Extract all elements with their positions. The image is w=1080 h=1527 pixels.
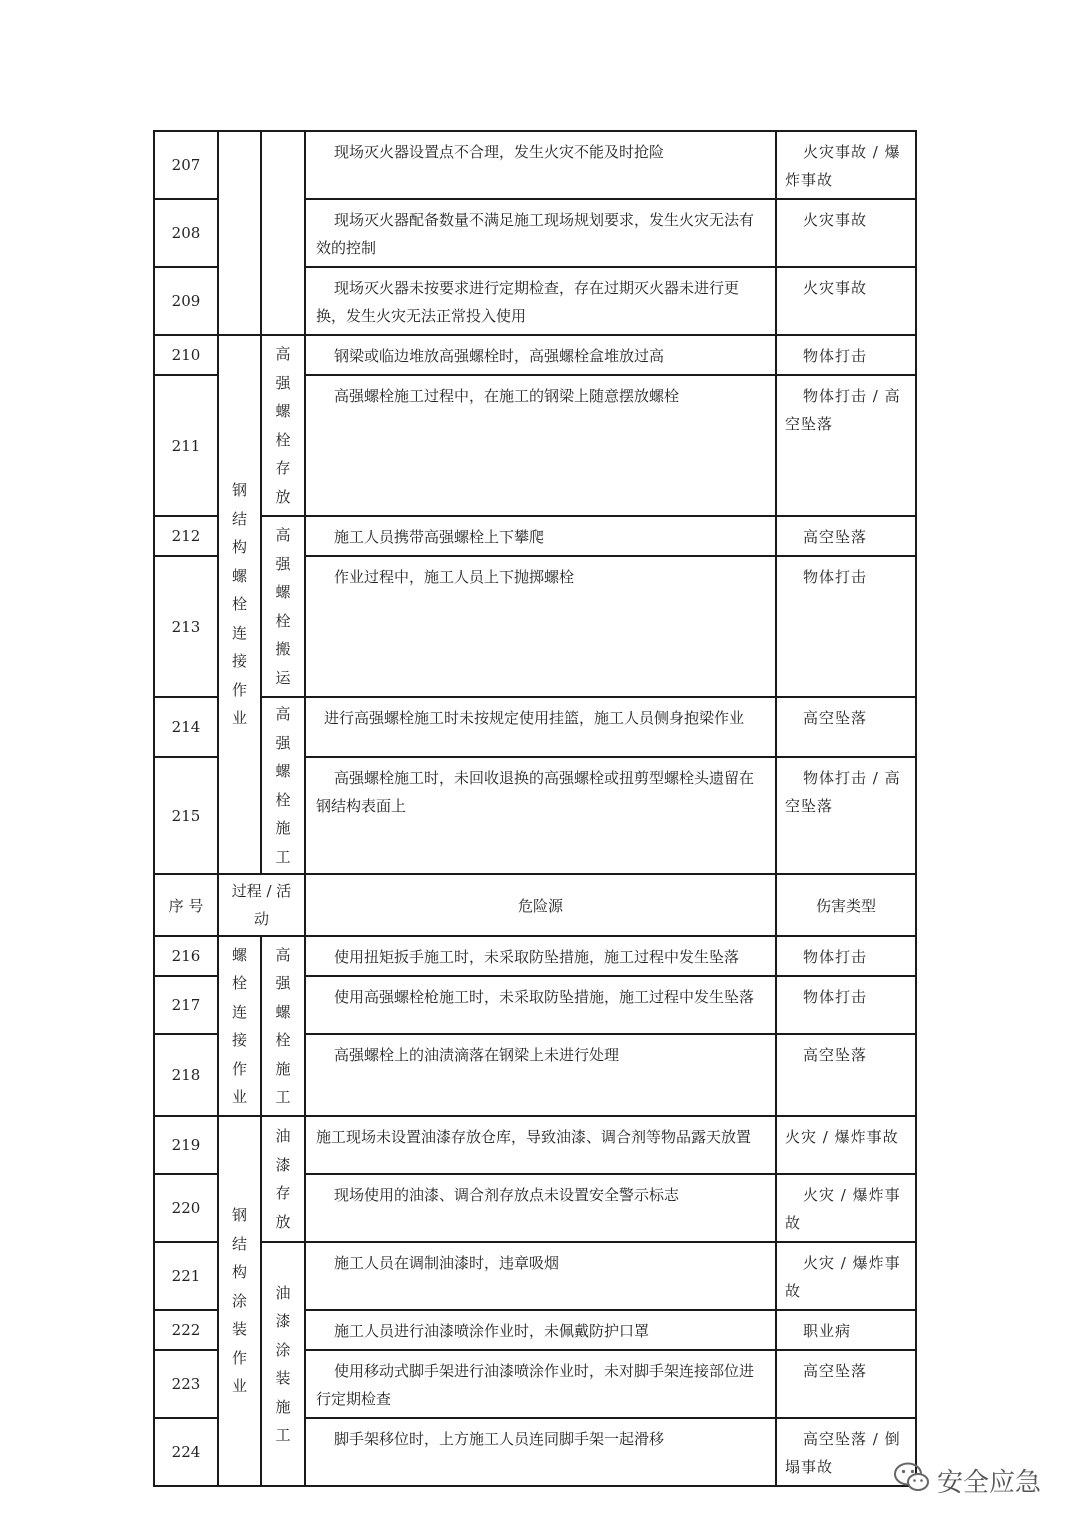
- harm-type: 火灾 / 爆炸事故: [776, 1174, 916, 1242]
- table-row: [154, 516, 916, 556]
- row-number: 213: [154, 556, 218, 697]
- harm-type: 高空坠落: [776, 1034, 916, 1116]
- hazard-description: 使用移动式脚手架进行油漆喷涂作业时，未对脚手架连接部位进行定期检查: [305, 1350, 776, 1418]
- harm-type: 火灾事故 / 爆炸事故: [776, 131, 916, 199]
- row-number: 212: [154, 516, 218, 556]
- row-number: 220: [154, 1174, 218, 1242]
- hazard-description: 高强螺栓施工时，未回收退换的高强螺栓或扭剪型螺栓头遗留在钢结构表面上: [305, 757, 776, 874]
- row-number: 207: [154, 131, 218, 199]
- table-row: [154, 936, 916, 976]
- harm-type: 火灾事故: [776, 199, 916, 267]
- harm-type: 物体打击 / 高空坠落: [776, 375, 916, 516]
- harm-type: 火灾 / 爆炸事故: [776, 1116, 916, 1174]
- row-number: 215: [154, 757, 218, 874]
- hazard-description: 现场灭火器配备数量不满足施工现场规划要求，发生火灾无法有效的控制: [305, 199, 776, 267]
- hazard-description: 作业过程中，施工人员上下抛掷螺栓: [305, 556, 776, 697]
- harm-type: 高空坠落: [776, 697, 916, 757]
- header-process: 过程 / 活动: [218, 874, 305, 936]
- row-number: 216: [154, 936, 218, 976]
- hazard-description: 施工人员进行油漆喷涂作业时，未佩戴防护口罩: [305, 1310, 776, 1350]
- watermark-text: 安全应急: [937, 1468, 1042, 1498]
- table-header-row: [154, 874, 916, 936]
- harm-type: 高空坠落 / 倒塌事故: [776, 1418, 916, 1486]
- activity-label: 油漆存放: [261, 1116, 305, 1242]
- hazard-description: 现场灭火器未按要求进行定期检查，存在过期灭火器未进行更换，发生火灾无法正常投入使用: [305, 267, 776, 335]
- row-number: 209: [154, 267, 218, 335]
- header-harm: 伤害类型: [776, 874, 916, 936]
- row-number: 208: [154, 199, 218, 267]
- harm-type: 火灾 / 爆炸事故: [776, 1242, 916, 1310]
- wechat-icon: [893, 1460, 937, 1501]
- watermark: [893, 1460, 1041, 1501]
- row-number: 222: [154, 1310, 218, 1350]
- activity-cell-empty: [261, 131, 305, 335]
- row-number: 221: [154, 1242, 218, 1310]
- hazard-description: 脚手架移位时，上方施工人员连同脚手架一起滑移: [305, 1418, 776, 1486]
- harm-type: 物体打击: [776, 976, 916, 1034]
- hazard-description: 现场使用的油漆、调合剂存放点未设置安全警示标志: [305, 1174, 776, 1242]
- hazard-description: 使用高强螺栓枪施工时，未采取防坠措施，施工过程中发生坠落: [305, 976, 776, 1034]
- harm-type: 高空坠落: [776, 516, 916, 556]
- harm-type: 物体打击: [776, 556, 916, 697]
- hazard-description: 使用扭矩扳手施工时，未采取防坠措施，施工过程中发生坠落: [305, 936, 776, 976]
- activity-label: 高强螺栓存放: [261, 335, 305, 516]
- activity-label: 油漆涂装施工: [261, 1242, 305, 1486]
- hazard-description: 高强螺栓上的油渍滴落在钢梁上未进行处理: [305, 1034, 776, 1116]
- header-seq: 序 号: [154, 874, 218, 936]
- hazard-description: 施工人员在调制油漆时，违章吸烟: [305, 1242, 776, 1310]
- table-row: [154, 697, 916, 757]
- hazard-description: 现场灭火器设置点不合理，发生火灾不能及时抢险: [305, 131, 776, 199]
- row-number: 223: [154, 1350, 218, 1418]
- hazard-description: 施工人员携带高强螺栓上下攀爬: [305, 516, 776, 556]
- process-group-label: 钢结构涂装作业: [218, 1116, 261, 1486]
- hazard-description: 施工现场未设置油漆存放仓库，导致油漆、调合剂等物品露天放置: [305, 1116, 776, 1174]
- harm-type: 高空坠落: [776, 1350, 916, 1418]
- process-group-label: 钢结构螺栓连接作业: [218, 335, 261, 874]
- row-number: 214: [154, 697, 218, 757]
- row-number: 210: [154, 335, 218, 375]
- harm-type: 职业病: [776, 1310, 916, 1350]
- row-number: 211: [154, 375, 218, 516]
- harm-type: 物体打击 / 高空坠落: [776, 757, 916, 874]
- hazard-table: [153, 130, 917, 1487]
- process-group-label: 螺栓连接作业: [218, 936, 261, 1116]
- activity-label: 高强螺栓施工: [261, 936, 305, 1116]
- activity-label: 高强螺栓施工: [261, 697, 305, 874]
- harm-type: 火灾事故: [776, 267, 916, 335]
- table-row: [154, 1242, 916, 1310]
- row-number: 224: [154, 1418, 218, 1486]
- harm-type: 物体打击: [776, 335, 916, 375]
- activity-label: 高强螺栓搬运: [261, 516, 305, 697]
- process-cell-empty: [218, 131, 261, 335]
- table-row: [154, 335, 916, 375]
- header-hazard: 危险源: [305, 874, 776, 936]
- table-row: [154, 1116, 916, 1174]
- hazard-description: 高强螺栓施工过程中，在施工的钢梁上随意摆放螺栓: [305, 375, 776, 516]
- row-number: 219: [154, 1116, 218, 1174]
- row-number: 218: [154, 1034, 218, 1116]
- harm-type: 物体打击: [776, 936, 916, 976]
- row-number: 217: [154, 976, 218, 1034]
- hazard-description: 进行高强螺栓施工时未按规定使用挂篮，施工人员侧身抱梁作业: [305, 697, 776, 757]
- table-row: [154, 131, 916, 199]
- hazard-description: 钢梁或临边堆放高强螺栓时，高强螺栓盒堆放过高: [305, 335, 776, 375]
